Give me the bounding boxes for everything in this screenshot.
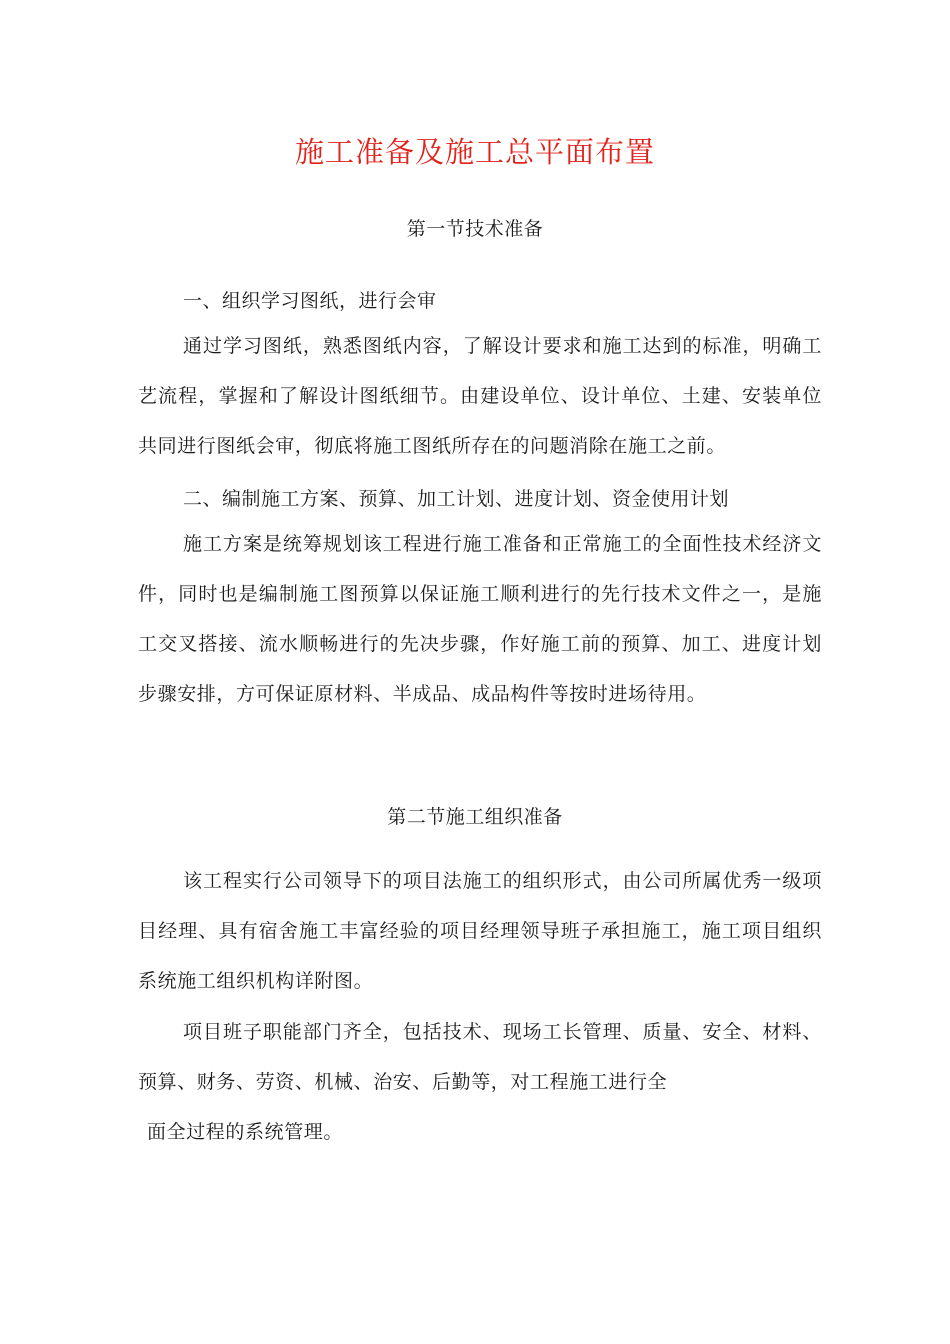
paragraph-project-departments: 项目班子职能部门齐全，包括技术、现场工长管理、质量、安全、材料、预算、财务、劳资、机械、治安、后勤等，对工程施工进行全 <box>138 1021 822 1093</box>
subheading-construction-plan: 二、编制施工方案、预算、加工计划、进度计划、资金使用计划 <box>183 488 730 510</box>
paragraph-drawing-review: 通过学习图纸，熟悉图纸内容，了解设计要求和施工达到的标准，明确工艺流程，掌握和了解设计图纸细节。由建设单位、设计单位、土建、安装单位共同进行图纸会审，彻底将施工图纸所存在的问题消除在施工之前。 <box>138 335 822 457</box>
paragraph-project-organization: 该工程实行公司领导下的项目法施工的组织形式，由公司所属优秀一级项目经理、具有宿舍施工丰富经验的项目经理领导班子承担施工，施工项目组织系统施工组织机构详附图。 <box>138 870 822 992</box>
section-heading-technical-preparation: 第一节技术准备 <box>406 218 544 240</box>
paragraph-project-departments-continued: 面全过程的系统管理。 <box>147 1121 344 1143</box>
subheading-drawing-review: 一、组织学习图纸，进行会审 <box>183 290 437 312</box>
section-heading-organization-preparation: 第二节施工组织准备 <box>387 806 563 828</box>
paragraph-construction-plan: 施工方案是统筹规划该工程进行施工准备和正常施工的全面性技术经济文件，同时也是编制施工图预算以保证施工顺利进行的先行技术文件之一，是施工交叉搭接、流水顺畅进行的先决步骤，作好施工前的预算、加工、进度计划步骤安排，方可保证原材料、半成品、成品构件等按时进场待用。 <box>138 533 822 705</box>
document-title: 施工准备及施工总平面布置 <box>294 135 655 169</box>
